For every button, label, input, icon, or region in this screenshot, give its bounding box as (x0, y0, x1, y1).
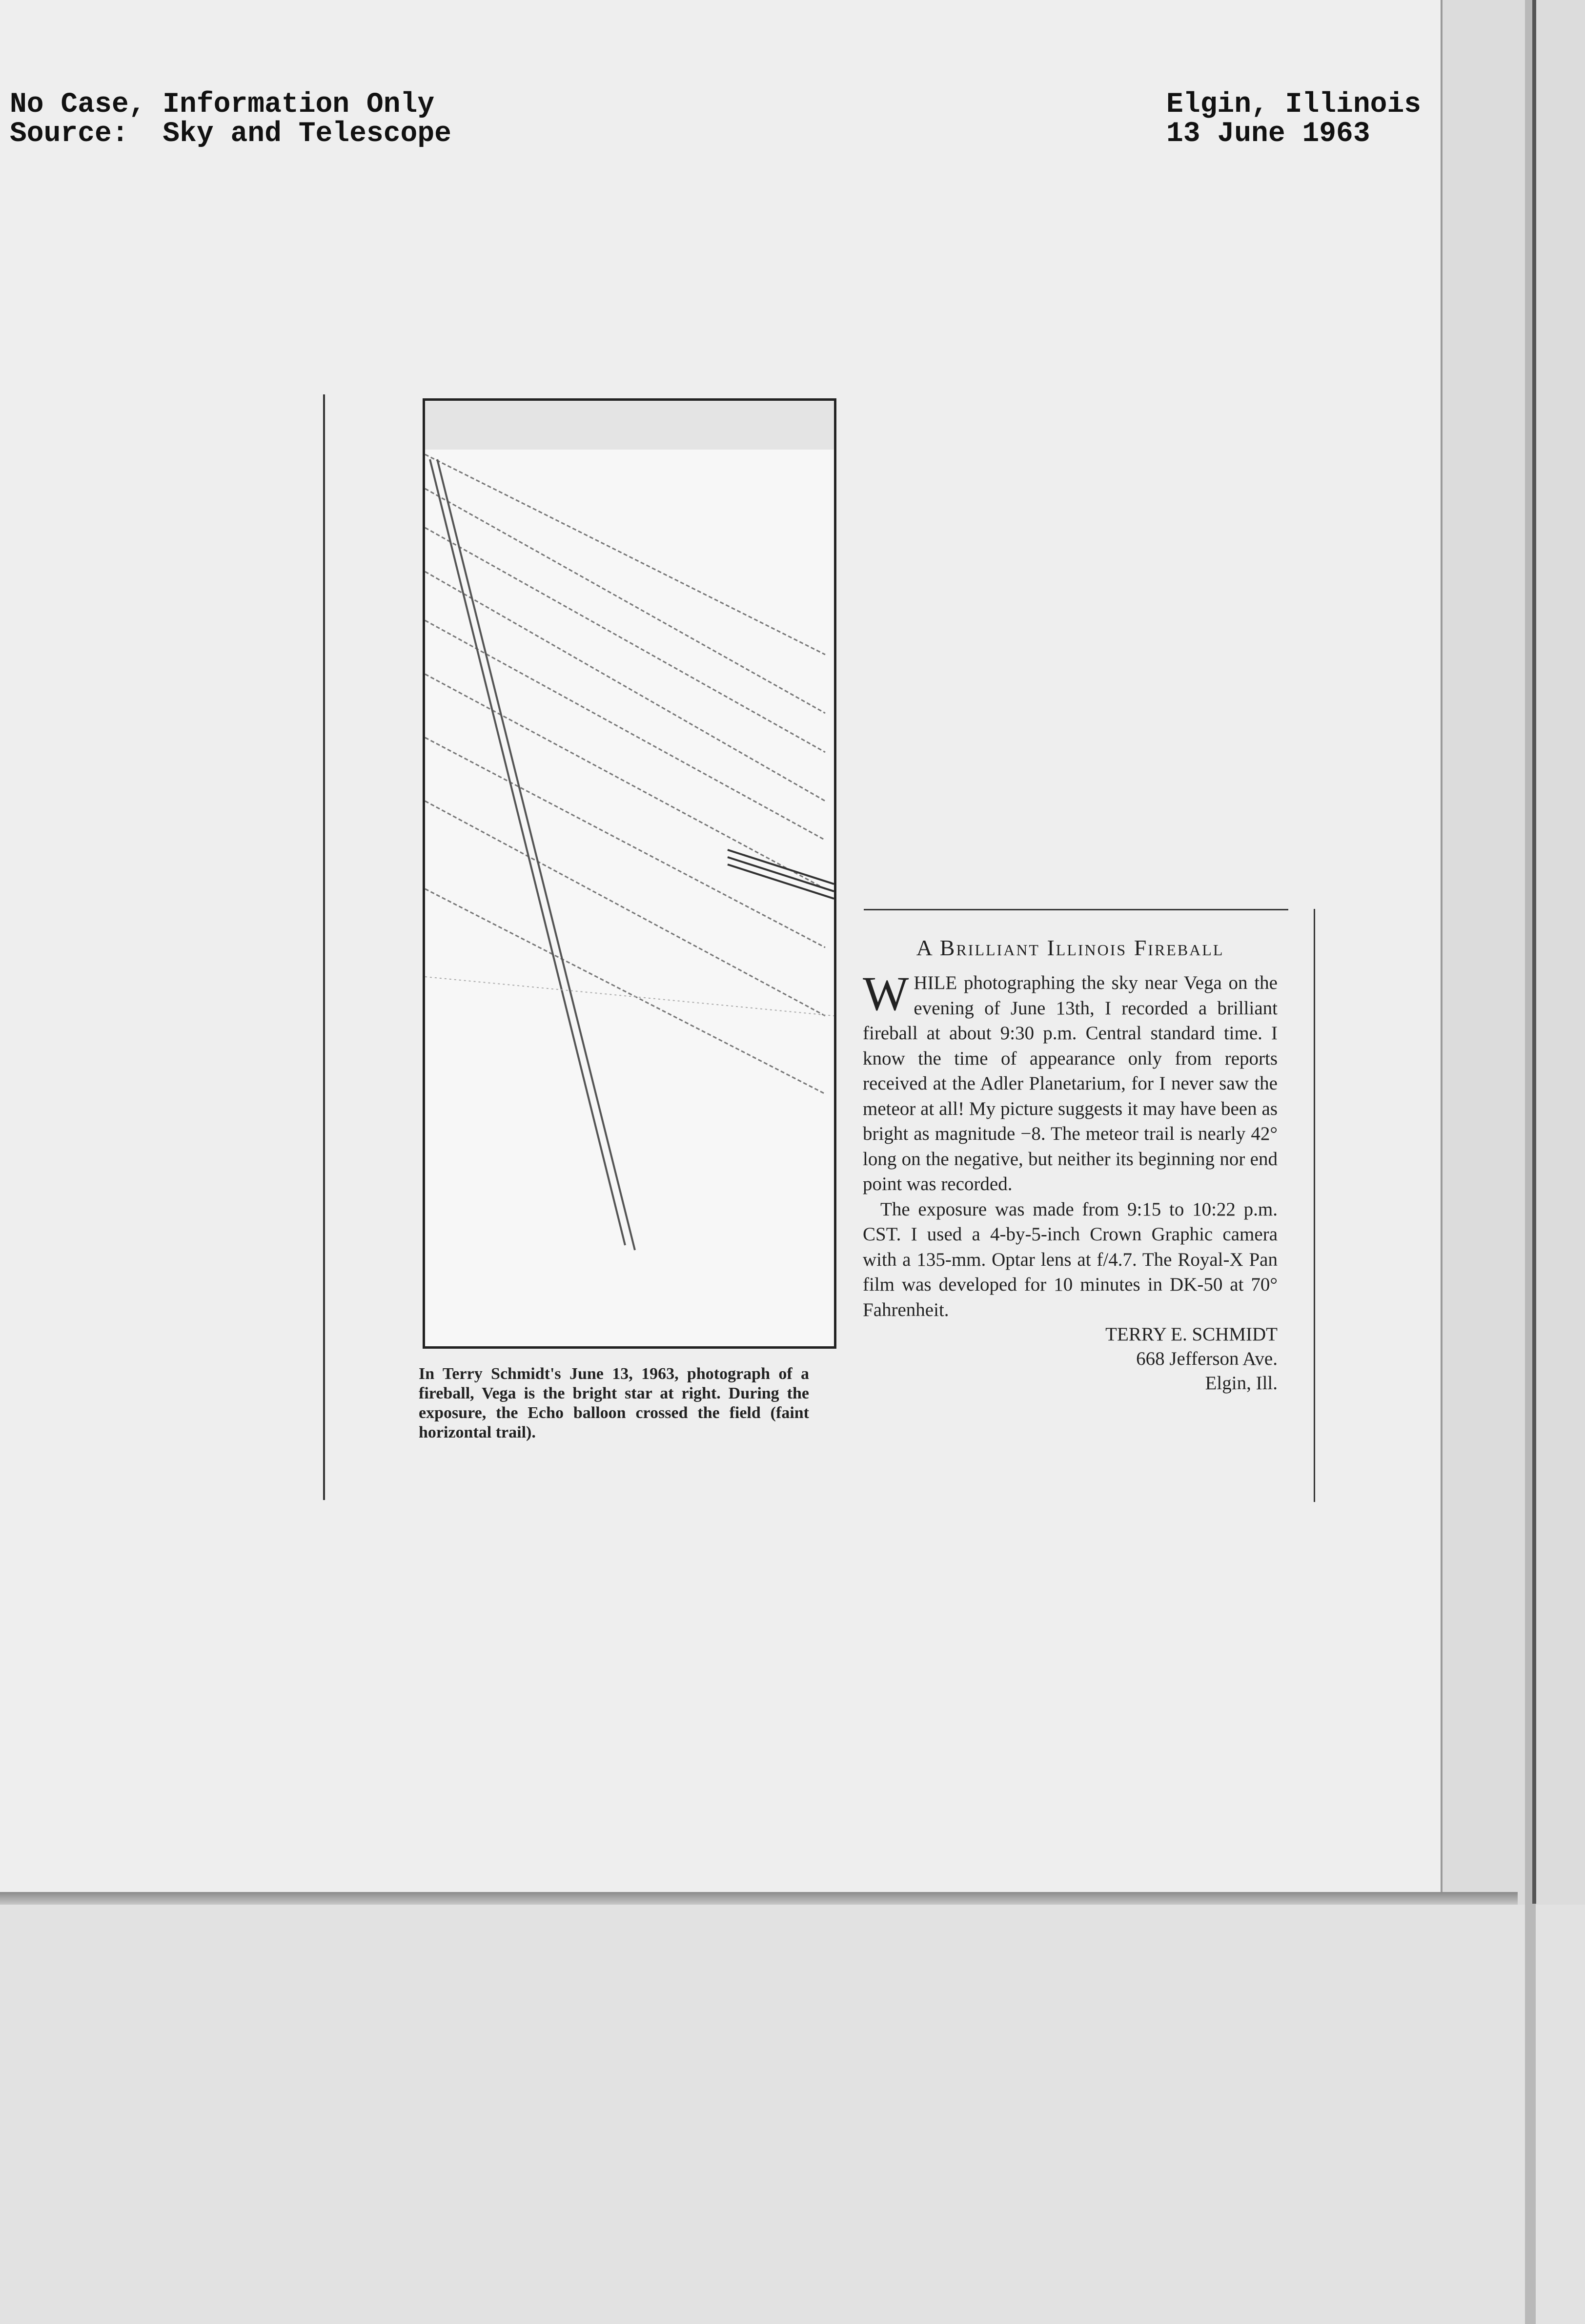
clipping-left-rule (323, 394, 325, 1500)
backing-board (0, 1905, 1585, 2324)
header-left-line2: Source: Sky and Telescope (10, 118, 451, 150)
signature-city: Elgin, Ill. (1205, 1373, 1278, 1394)
signature-name: TERRY E. SCHMIDT (1105, 1324, 1278, 1345)
article-title: A Brilliant Illinois Fireball (916, 935, 1224, 960)
sheet-shadow (0, 1892, 1518, 1905)
right-strip (1532, 0, 1536, 1904)
article-paragraph-1-text: HILE photographing the sky near Vega on the evening of June 13th, I recorded a brilliant fireball at about 9:30 p.m. Central standard time. I know the time of appearance only from reports received at the Adler Planetarium, for I never saw the meteor at all! My picture suggests it may have been as bright as magnitude −8. The meteor trail is nearly 42° long on the negative, but neither its beginning nor end point was recorded. (863, 972, 1278, 1194)
fireball-photograph (423, 398, 836, 1349)
drop-cap: W (863, 967, 909, 1021)
header-right-line1: Elgin, Illinois (1166, 89, 1422, 121)
header-left-line1: No Case, Information Only (10, 89, 435, 121)
article-paragraph-1 (863, 967, 1278, 1197)
clipping-right-rule (1314, 909, 1315, 1502)
signature-street: 668 Jefferson Ave. (1136, 1348, 1278, 1369)
star-trails-image (425, 401, 834, 1346)
header-right-line2: 13 June 1963 (1166, 118, 1370, 150)
article-top-rule (864, 909, 1288, 910)
photo-caption: In Terry Schmidt's June 13, 1963, photograph of a fireball, Vega is the bright star at right. During the exposure, the Echo balloon crossed the field (faint horizontal trail). (419, 1365, 809, 1441)
article (863, 935, 1278, 1396)
article-paragraph-2: The exposure was made from 9:15 to 10:22 p.m. CST. I used a 4-by-5-inch Crown Graphic camera with a 135-mm. Optar lens at f/4.7. The Royal-X Pan film was developed for 10 minutes in DK-50 at 70° Fahrenheit. (863, 1198, 1278, 1320)
